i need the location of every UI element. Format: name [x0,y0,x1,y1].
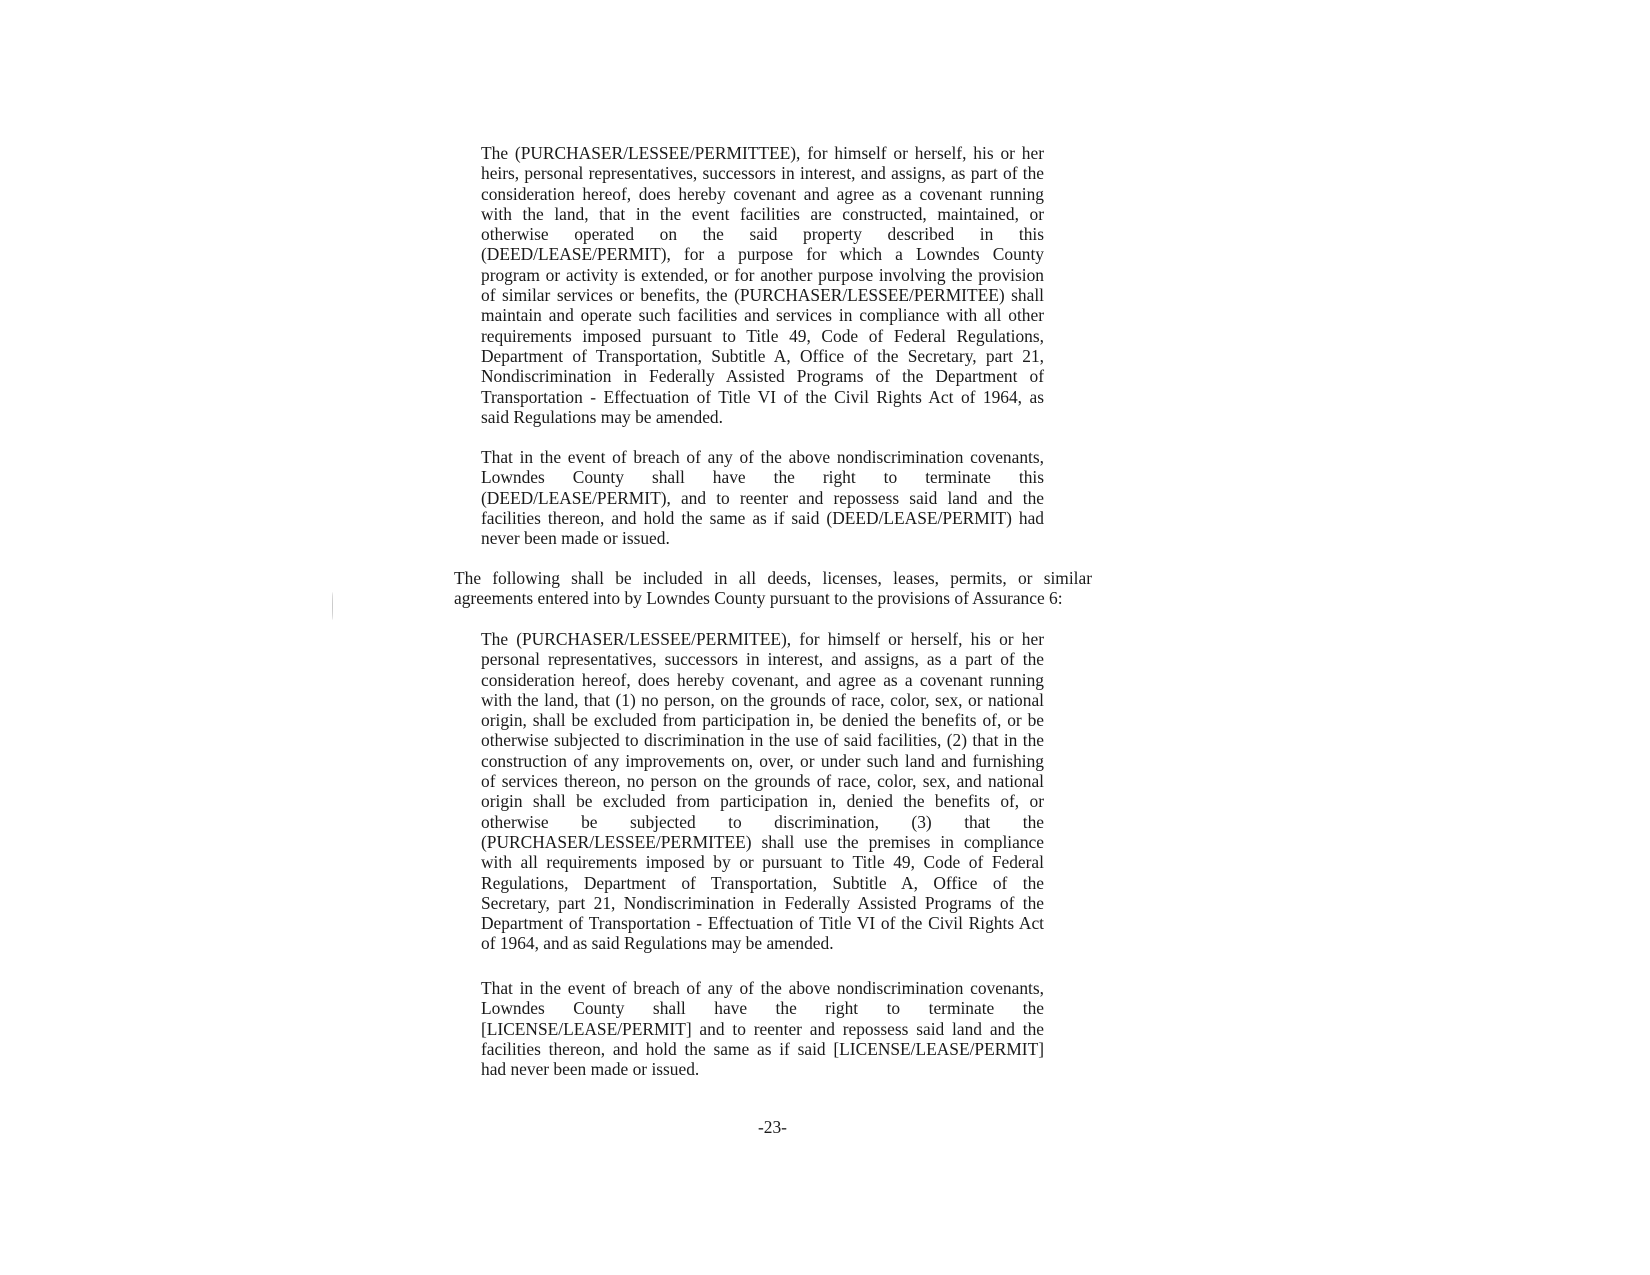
text-line: of similar services or benefits, the (PURCHASER/LESSEE/PERMITEE) shall [481,285,1044,306]
text-line: with all requirements imposed by or pursuant to Title 49, Code of Federal [481,852,1044,873]
text-line: program or activity is extended, or for another purpose involving the provision [481,264,1044,285]
text-line: Lowndes County shall have the right to terminate the [481,998,1044,1019]
paragraph-assurance-6-intro [454,568,1092,609]
text-line: (DEED/LEASE/PERMIT), for a purpose for which a Lowndes County [481,244,1044,265]
text-line: otherwise be subjected to discrimination, (3) that the [481,811,1044,832]
text-line: maintain and operate such facilities and services in compliance with all other [481,305,1044,326]
text-line: Department of Transportation, Subtitle A, Office of the Secretary, part 21, [481,345,1044,366]
text-line: facilities thereon, and hold the same as if said (DEED/LEASE/PERMIT) had [481,507,1044,528]
text-line: consideration hereof, does hereby covenant, and agree as a covenant running [481,669,1044,690]
scan-artifact [332,592,333,620]
text-line: That in the event of breach of any of the above nondiscrimination covenants, [481,447,1044,467]
text-line: (PURCHASER/LESSEE/PERMITEE) shall use the premises in compliance [481,831,1044,852]
text-line: had never been made or issued. [481,1059,700,1080]
text-line: otherwise operated on the said property described in this [481,224,1044,245]
paragraph-breach-2 [481,978,1044,1079]
text-line: personal representatives, successors in interest, and assigns, as a part of the [481,649,1044,670]
text-line: with the land, that (1) no person, on the grounds of race, color, sex, or national [481,689,1044,710]
text-line: of 1964, and as said Regulations may be amended. [481,933,834,954]
text-line: Nondiscrimination in Federally Assisted Programs of the Department of [481,366,1044,387]
text-line: Transportation - Effectuation of Title VI of the Civil Rights Act of 1964, as [481,386,1044,407]
text-line: with the land, that in the event facilities are constructed, maintained, or [481,203,1044,224]
text-line: construction of any improvements on, over, or under such land and furnishing [481,750,1044,771]
text-line: That in the event of breach of any of the above nondiscrimination covenants, [481,978,1044,998]
text-line: said Regulations may be amended. [481,406,723,427]
text-line: [LICENSE/LEASE/PERMIT] and to reenter and repossess said land and the [481,1018,1044,1039]
paragraph-breach-1 [481,447,1044,548]
text-line: origin, shall be excluded from participation in, be denied the benefits of, or be [481,710,1044,731]
text-line: Regulations, Department of Transportation, Subtitle A, Office of the [481,872,1044,893]
text-line: The (PURCHASER/LESSEE/PERMITEE), for himself or herself, his or her [481,629,1044,649]
text-line: of services thereon, no person on the grounds of race, color, sex, and national [481,771,1044,792]
text-line: Secretary, part 21, Nondiscrimination in Federally Assisted Programs of the [481,892,1044,913]
text-line: origin shall be excluded from participation in, denied the benefits of, or [481,791,1044,812]
text-line: requirements imposed pursuant to Title 49, Code of Federal Regulations, [481,325,1044,346]
text-line: Lowndes County shall have the right to terminate this [481,467,1044,488]
text-line: heirs, personal representatives, successors in interest, and assigns, as part of the [481,163,1044,184]
text-line: consideration hereof, does hereby covenant and agree as a covenant running [481,183,1044,204]
text-line: Department of Transportation - Effectuation of Title VI of the Civil Rights Act [481,913,1044,934]
paragraph-covenant-1 [481,143,1044,427]
text-line: agreements entered into by Lowndes County pursuant to the provisions of Assurance 6: [454,588,1063,609]
text-line: (DEED/LEASE/PERMIT), and to reenter and repossess said land and the [481,487,1044,508]
paragraph-covenant-2 [481,629,1044,954]
text-line: otherwise subjected to discrimination in the use of said facilities, (2) that in the [481,730,1044,751]
page-number: -23- [758,1117,787,1137]
text-line: The (PURCHASER/LESSEE/PERMITTEE), for himself or herself, his or her [481,143,1044,163]
text-line: The following shall be included in all deeds, licenses, leases, permits, or similar [454,568,1092,588]
text-line: never been made or issued. [481,528,670,549]
text-line: facilities thereon, and hold the same as if said [LICENSE/LEASE/PERMIT] [481,1038,1044,1059]
